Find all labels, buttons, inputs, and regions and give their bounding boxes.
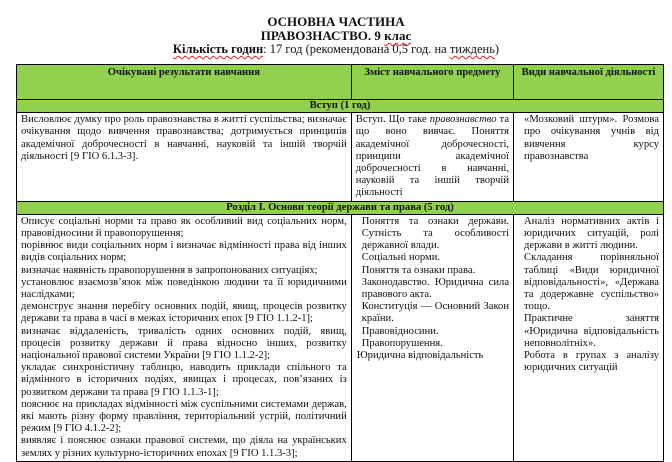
hours-week: тиждень (449, 42, 495, 56)
section-title-intro: Вступ (1 год) (17, 100, 664, 113)
part1-activities-cell (514, 214, 664, 461)
content-item: Правопорушення. (361, 337, 443, 349)
intro-content-suffix: та що воно вивчає. Поняття академічної доброчесності, принципи академічної доброчесності в навчанні, науковій та іншій творчій діяльності (355, 114, 510, 199)
result-item: визначає віддаленість, тривалість одних основних подій, явищ, процесів розвитку держави й права відносно інших, розвитку національної правової системи України [9 ГІО 1.1.2-2]; (21, 325, 347, 362)
table-row (17, 214, 664, 461)
subject-title (0, 29, 672, 43)
table-row (17, 113, 664, 201)
intro-content-prefix: Вступ. Що таке (355, 114, 430, 126)
content-item: Соціальні норми. (361, 252, 441, 264)
result-item: укладає синхроністичну таблицю, наводить приклади спільного та відмінного в історичних подіях, явищах і процесах, пов’язаних із розвитком держави та права [9 ГІО 1.1.3-1]; (21, 362, 347, 398)
content-item: Законодавство. Юридична сила правового акта. (361, 276, 510, 301)
result-item: пояснює на прикладах відмінності між суспільними системами держав, які мають різну форму правління, територіальний устрій, політичний режим [9 ГІО 4.1.2-2]; (21, 398, 347, 435)
intro-activities-cell: «Мозковий штурм». Розмова про очікування учнів від вивчення курсу правознавства (514, 113, 664, 201)
header-activities: Види навчальної діяльності (514, 65, 664, 100)
subject-name: ПРАВОЗНАСТВО. 9 (260, 28, 385, 43)
result-item: визначає наявність правопорушення в запропонованих ситуаціях; (21, 264, 318, 276)
content-item: Поняття та ознаки держави. Сутність та особливості державної влади. (361, 215, 510, 252)
part1-results-cell (17, 214, 352, 461)
intro-content-cell (351, 113, 513, 201)
activity-item: Практичне заняття «Юридична відповідальність неповнолітніх». (524, 313, 659, 349)
content-item: Поняття та ознаки права. (361, 264, 476, 276)
document-title: ОСНОВНА ЧАСТИНА (267, 14, 405, 29)
result-item: порівнює види соціальних норм і визначає відмінності права від інших видів соціальних норм; (21, 240, 347, 264)
grade-word: клас (384, 28, 412, 43)
section-row-part1 (17, 201, 664, 214)
curriculum-table (16, 64, 664, 462)
content-item: Правовідносини. (361, 325, 439, 337)
activity-item: Робота в групах з аналізу юридичних ситуацій (524, 350, 659, 374)
header-content: Зміст навчального предмету (351, 65, 513, 100)
result-item: Описує соціальні норми та право як особливий вид соціальних норм, правовідносини й правопорушення; (21, 215, 347, 240)
result-item: установлює взаємозв’язок між поведінкою людини та її юридичними наслідками; (21, 276, 347, 301)
header-expected-results: Очікувані результати навчання (17, 65, 352, 100)
content-item: Юридична відповідальність (356, 350, 484, 362)
table-header-row (17, 65, 664, 100)
intro-results-cell: Висловлює думку про роль правознавства в житті суспільства; визначає очікування щодо вивчення правознавства; дотримується принципів академічної доброчесності в навчанні, науковій та іншій творчій діяльності [9 ГІО 6.1.3-3]. (17, 113, 352, 201)
activity-item: Аналіз нормативних актів і юридичних ситуацій, ролі держави в житті людини. (524, 215, 659, 252)
hours-line (0, 42, 672, 56)
result-item: демонструє знання перебігу основних подій, явищ, процесів розвитку держави та права в часі в межах історичних епох [9 ГІО 1.1.2-1]; (21, 301, 347, 325)
hours-label: Кількість годин (172, 42, 264, 56)
intro-content-italic: правознавство (429, 114, 497, 126)
result-item: виявляє і пояснює ознаки правової системи, що діяла на українських землях у різних культурно-історичних епохах [9 ГІО 1.1.3-3]; (21, 435, 347, 459)
activity-item: Складання порівняльної таблиці «Види юридичної відповідальності», «Держава та додержавне суспільство» тощо. (524, 252, 659, 313)
section-row-intro (17, 100, 664, 113)
hours-value: : 17 год (рекомендована 0,5 год. на (263, 42, 450, 56)
section-title-part1: Розділ І. Основи теорії держави та права (5 год) (17, 201, 664, 214)
content-item: Конституція — Основний Закон країни. (361, 301, 510, 325)
part1-content-cell (351, 214, 513, 461)
hours-close: ) (494, 42, 500, 56)
